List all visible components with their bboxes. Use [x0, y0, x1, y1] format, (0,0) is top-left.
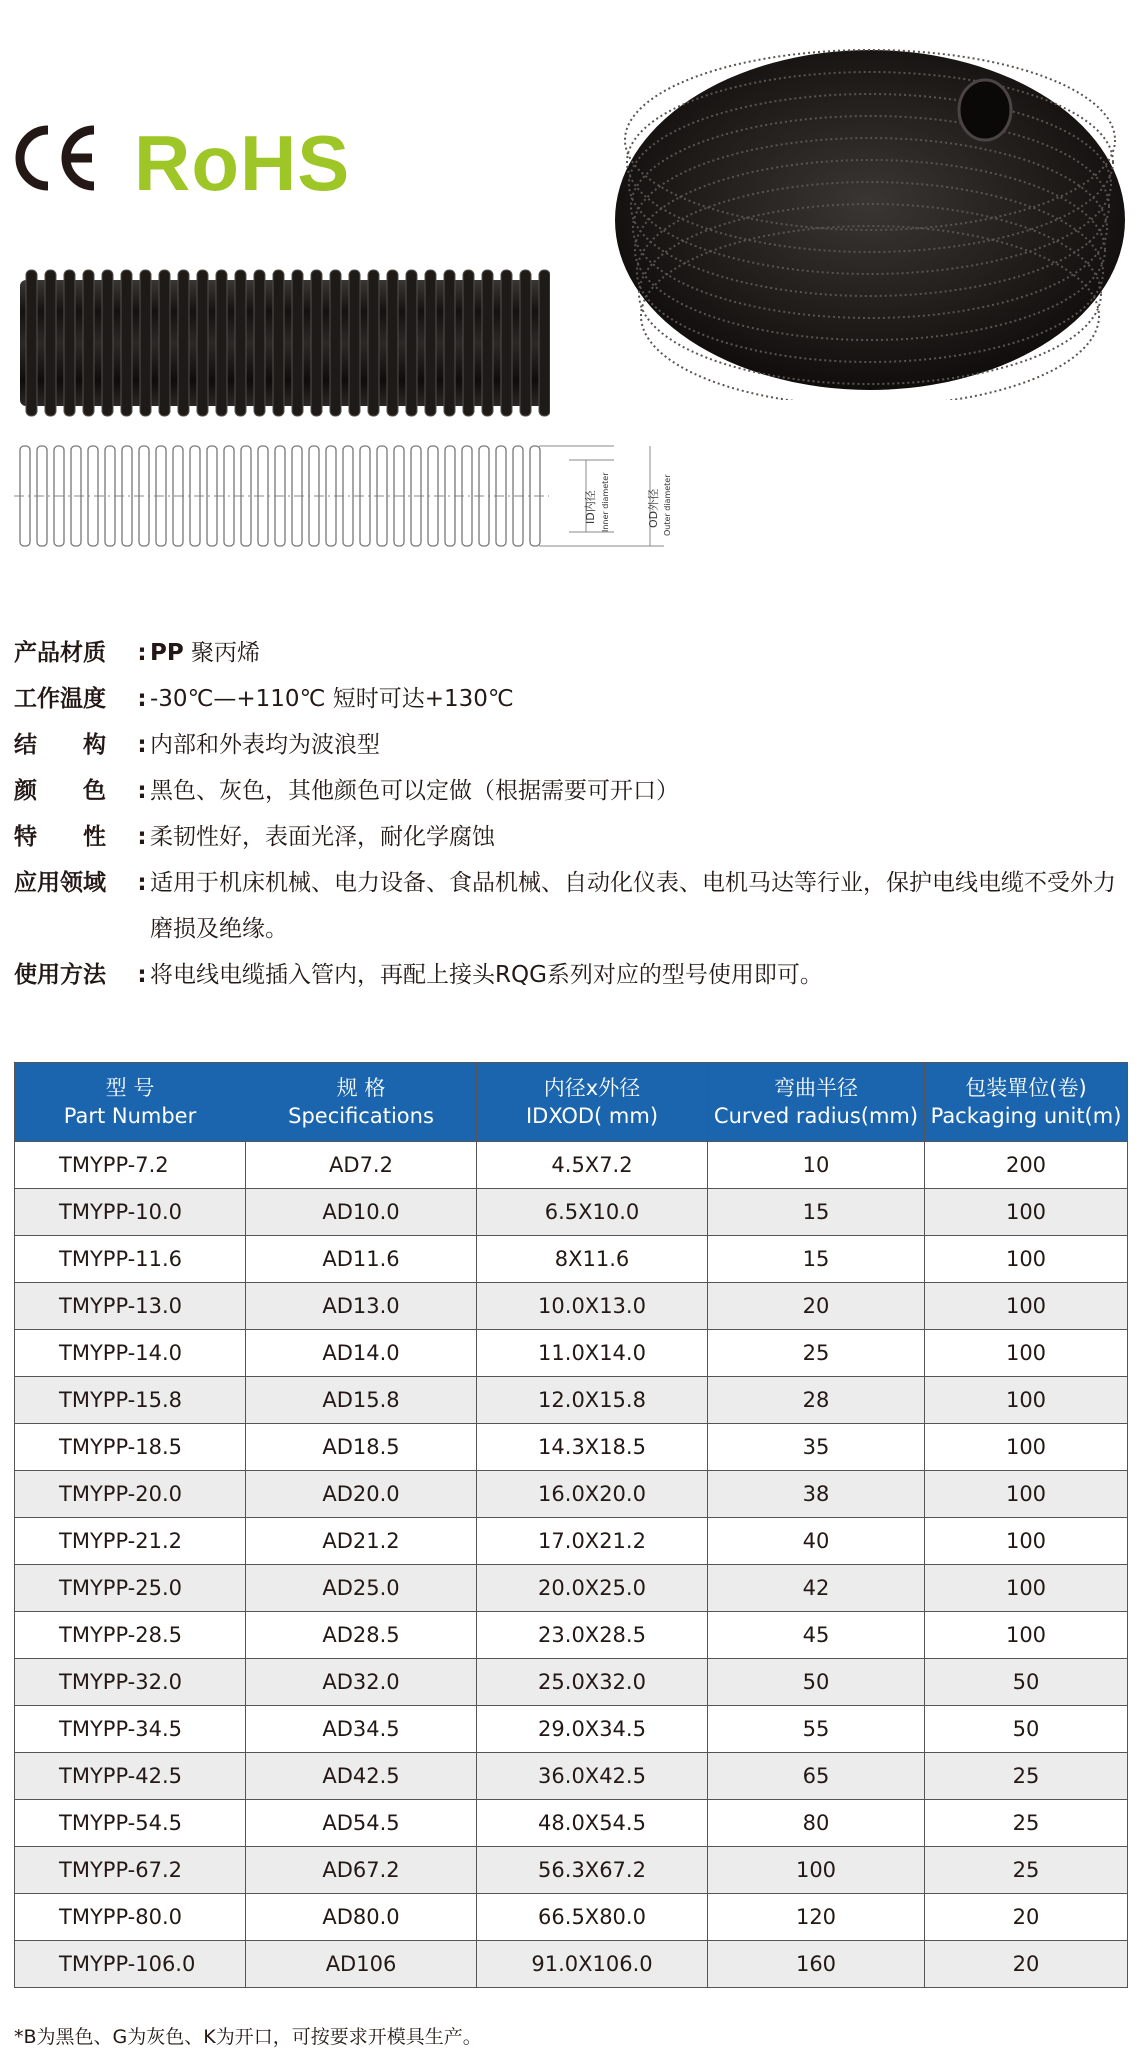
od-label-en: Outer diameter	[663, 474, 672, 536]
table-cell: 42	[708, 1565, 925, 1612]
table-row	[15, 1941, 1128, 1988]
table-cell: TMYPP-20.0	[15, 1471, 246, 1518]
table-cell: TMYPP-28.5	[15, 1612, 246, 1659]
table-cell: AD106	[246, 1941, 477, 1988]
rohs-logo: RoHS	[134, 119, 351, 207]
table-cell: 100	[925, 1612, 1128, 1659]
table-cell: AD11.6	[246, 1236, 477, 1283]
pipe-dimension-drawing	[14, 440, 674, 552]
table-row	[15, 1847, 1128, 1894]
table-cell: 15	[708, 1189, 925, 1236]
spec-temperature: 工作温度 : -30℃—+110℃ 短时可达+130℃	[14, 676, 1124, 722]
table-cell: AD34.5	[246, 1706, 477, 1753]
spec-color: 颜 色 : 黑色、灰色，其他颜色可以定做（根据需要可开口）	[14, 768, 1124, 814]
table-cell: 45	[708, 1612, 925, 1659]
table-cell: AD15.8	[246, 1377, 477, 1424]
table-cell: TMYPP-14.0	[15, 1330, 246, 1377]
table-row	[15, 1471, 1128, 1518]
table-cell: AD21.2	[246, 1518, 477, 1565]
table-cell: TMYPP-67.2	[15, 1847, 246, 1894]
spec-value: 黑色、灰色，其他颜色可以定做（根据需要可开口）	[150, 778, 679, 804]
table-row	[15, 1236, 1128, 1283]
table-cell: 35	[708, 1424, 925, 1471]
table-header-row	[15, 1063, 1128, 1142]
spec-value: 内部和外表均为波浪型	[150, 732, 380, 758]
table-cell: 29.0X34.5	[477, 1706, 708, 1753]
table-cell: 50	[708, 1659, 925, 1706]
spec-value-bold: PP	[150, 640, 184, 666]
table-cell: 100	[925, 1330, 1128, 1377]
table-cell: 23.0X28.5	[477, 1612, 708, 1659]
table-cell: 48.0X54.5	[477, 1800, 708, 1847]
table-cell: AD42.5	[246, 1753, 477, 1800]
table-cell: 25.0X32.0	[477, 1659, 708, 1706]
table-cell: 16.0X20.0	[477, 1471, 708, 1518]
table-cell: TMYPP-21.2	[15, 1518, 246, 1565]
table-cell: 91.0X106.0	[477, 1941, 708, 1988]
table-cell: 100	[925, 1565, 1128, 1612]
table-cell: 38	[708, 1471, 925, 1518]
corrugated-pipe-image	[20, 268, 550, 418]
table-cell: AD20.0	[246, 1471, 477, 1518]
table-cell: 100	[925, 1236, 1128, 1283]
table-cell: TMYPP-7.2	[15, 1142, 246, 1189]
table-cell: 20	[708, 1283, 925, 1330]
spec-features: 特 性 : 柔韧性好，表面光泽，耐化学腐蚀	[14, 814, 1124, 860]
spec-value: 聚丙烯	[183, 640, 261, 666]
table-row	[15, 1283, 1128, 1330]
table-cell: AD18.5	[246, 1424, 477, 1471]
table-cell: 100	[925, 1471, 1128, 1518]
spec-usage: 使用方法 : 将电线电缆插入管内，再配上接头RQG系列对应的型号使用即可。	[14, 952, 1124, 998]
spec-material: 产品材质 : PP 聚丙烯	[14, 630, 1124, 676]
table-row	[15, 1753, 1128, 1800]
table-cell: AD13.0	[246, 1283, 477, 1330]
table-cell: 10.0X13.0	[477, 1283, 708, 1330]
table-row	[15, 1800, 1128, 1847]
table-cell: AD7.2	[246, 1142, 477, 1189]
table-cell: 4.5X7.2	[477, 1142, 708, 1189]
table-cell: 100	[925, 1189, 1128, 1236]
table-cell: 15	[708, 1236, 925, 1283]
table-cell: 10	[708, 1142, 925, 1189]
table-row	[15, 1330, 1128, 1377]
spec-label: 结 构	[14, 732, 106, 758]
table-cell: 50	[925, 1659, 1128, 1706]
header-specifications: 规 格 Specifications	[246, 1063, 477, 1142]
table-cell: 36.0X42.5	[477, 1753, 708, 1800]
spec-value: 适用于机床机械、电力设备、食品机械、自动化仪表、电机马达等行业，保护电线电缆不受外力磨损及绝缘。	[150, 870, 1116, 942]
table-cell: 100	[925, 1424, 1128, 1471]
table-row	[15, 1894, 1128, 1941]
header-part-number: 型 号 Part Number	[15, 1063, 246, 1142]
table-cell: 65	[708, 1753, 925, 1800]
table-cell: 11.0X14.0	[477, 1330, 708, 1377]
table-cell: 66.5X80.0	[477, 1894, 708, 1941]
table-cell: 50	[925, 1706, 1128, 1753]
table-cell: TMYPP-32.0	[15, 1659, 246, 1706]
table-cell: TMYPP-13.0	[15, 1283, 246, 1330]
table-cell: 25	[925, 1847, 1128, 1894]
table-cell: 56.3X67.2	[477, 1847, 708, 1894]
table-cell: TMYPP-42.5	[15, 1753, 246, 1800]
table-cell: AD80.0	[246, 1894, 477, 1941]
table-cell: 25	[925, 1800, 1128, 1847]
spec-label: 应用领域	[14, 870, 106, 896]
spec-structure: 结 构 : 内部和外表均为波浪型	[14, 722, 1124, 768]
spec-value: 柔韧性好，表面光泽，耐化学腐蚀	[150, 824, 495, 850]
table-cell: TMYPP-34.5	[15, 1706, 246, 1753]
table-cell: 80	[708, 1800, 925, 1847]
table-row	[15, 1612, 1128, 1659]
spec-value: 将电线电缆插入管内，再配上接头RQG系列对应的型号使用即可。	[150, 962, 823, 988]
table-cell: 14.3X18.5	[477, 1424, 708, 1471]
id-label-en: Inner diameter	[601, 472, 610, 532]
table-row	[15, 1659, 1128, 1706]
spec-table	[14, 1062, 1127, 1988]
table-cell: AD54.5	[246, 1800, 477, 1847]
table-cell: AD14.0	[246, 1330, 477, 1377]
table-cell: 200	[925, 1142, 1128, 1189]
table-cell: 8X11.6	[477, 1236, 708, 1283]
product-spec-list	[14, 630, 1124, 998]
table-cell: AD28.5	[246, 1612, 477, 1659]
table-cell: 20.0X25.0	[477, 1565, 708, 1612]
table-cell: 25	[925, 1753, 1128, 1800]
header-id-od: 内径x外径 IDXOD( mm)	[477, 1063, 708, 1142]
table-cell: TMYPP-25.0	[15, 1565, 246, 1612]
table-cell: 120	[708, 1894, 925, 1941]
table-cell: 6.5X10.0	[477, 1189, 708, 1236]
table-cell: 20	[925, 1894, 1128, 1941]
table-cell: AD10.0	[246, 1189, 477, 1236]
table-row	[15, 1189, 1128, 1236]
spec-label: 工作温度	[14, 686, 106, 712]
table-cell: 20	[925, 1941, 1128, 1988]
table-cell: 40	[708, 1518, 925, 1565]
spec-application: 应用领域 : 适用于机床机械、电力设备、食品机械、自动化仪表、电机马达等行业，保护电线电缆不受外力磨损及绝缘。	[14, 860, 1124, 952]
table-row	[15, 1706, 1128, 1753]
table-cell: 160	[708, 1941, 925, 1988]
table-cell: AD67.2	[246, 1847, 477, 1894]
spec-label: 产品材质	[14, 640, 106, 666]
spec-value: -30℃—+110℃ 短时可达+130℃	[150, 686, 514, 712]
table-cell: TMYPP-54.5	[15, 1800, 246, 1847]
table-cell: 55	[708, 1706, 925, 1753]
table-row	[15, 1565, 1128, 1612]
coiled-pipe-image	[610, 30, 1130, 400]
table-cell: 25	[708, 1330, 925, 1377]
table-cell: 17.0X21.2	[477, 1518, 708, 1565]
table-cell: TMYPP-10.0	[15, 1189, 246, 1236]
table-cell: AD32.0	[246, 1659, 477, 1706]
spec-label: 特 性	[14, 824, 106, 850]
table-cell: 28	[708, 1377, 925, 1424]
table-cell: 12.0X15.8	[477, 1377, 708, 1424]
spec-label: 使用方法	[14, 962, 106, 988]
table-cell: 100	[708, 1847, 925, 1894]
table-cell: TMYPP-11.6	[15, 1236, 246, 1283]
table-row	[15, 1424, 1128, 1471]
table-cell: TMYPP-80.0	[15, 1894, 246, 1941]
header-packaging-unit: 包装單位(卷) Packaging unit(m)	[925, 1063, 1128, 1142]
table-row	[15, 1518, 1128, 1565]
header-curved-radius: 弯曲半径 Curved radius(mm)	[708, 1063, 925, 1142]
table-cell: AD25.0	[246, 1565, 477, 1612]
table-cell: TMYPP-18.5	[15, 1424, 246, 1471]
table-row	[15, 1142, 1128, 1189]
spec-label: 颜 色	[14, 778, 106, 804]
table-row	[15, 1377, 1128, 1424]
table-cell: TMYPP-106.0	[15, 1941, 246, 1988]
table-cell: 100	[925, 1283, 1128, 1330]
table-cell: 100	[925, 1377, 1128, 1424]
id-label-cn: ID内径	[584, 490, 597, 524]
od-label-cn: OD外径	[647, 488, 660, 528]
table-cell: 100	[925, 1518, 1128, 1565]
footnote: *B为黑色、G为灰色、K为开口，可按要求开模具生产。	[14, 2026, 482, 2048]
ce-mark-logo	[8, 118, 100, 198]
table-cell: TMYPP-15.8	[15, 1377, 246, 1424]
